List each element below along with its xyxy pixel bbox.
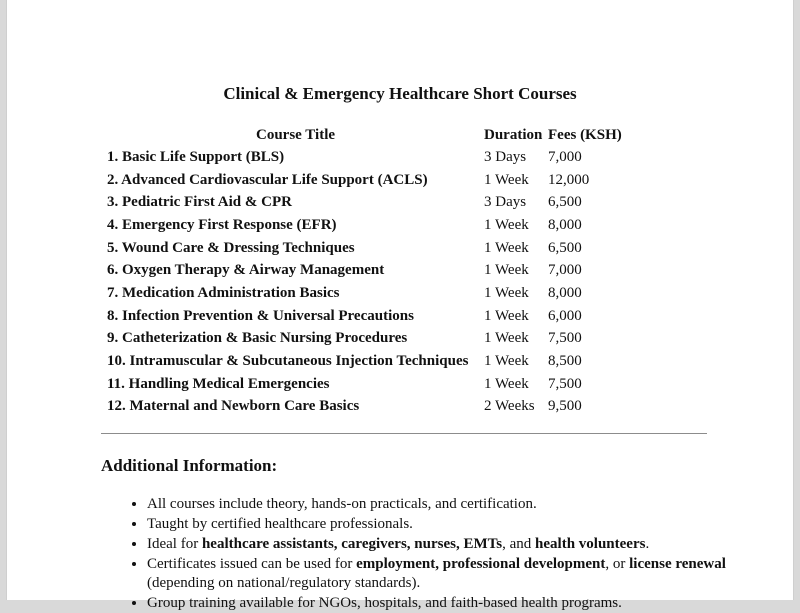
list-item — [147, 494, 757, 514]
document-page — [6, 0, 794, 611]
table-header-row — [107, 124, 622, 146]
additional-info-list — [101, 494, 757, 613]
course-title-cell: 2. Advanced Cardiovascular Life Support (ACLS) — [107, 171, 428, 188]
course-duration-cell: 3 Days — [484, 148, 527, 165]
additional-info-heading: Additional Information: — [101, 456, 278, 475]
list-item-text: Taught by certified healthcare professionals. — [147, 516, 413, 532]
course-fee-cell: 7,500 — [548, 330, 582, 347]
list-item-text: Ideal for — [147, 536, 202, 552]
list-item-text: Certificates issued can be used for — [147, 556, 357, 572]
list-item — [147, 554, 757, 593]
course-title-cell: 12. Maternal and Newborn Care Basics — [107, 398, 360, 415]
course-duration-cell: 1 Week — [484, 171, 529, 188]
course-title-cell: 7. Medication Administration Basics — [107, 284, 340, 301]
table-row — [107, 237, 622, 260]
table-row — [107, 191, 622, 214]
course-title-cell: 5. Wound Care & Dressing Techniques — [107, 239, 355, 256]
bold-text: license renewal — [629, 556, 726, 572]
course-duration-cell: 2 Weeks — [484, 398, 535, 415]
course-duration-cell: 1 Week — [484, 284, 529, 301]
bold-text: health volunteers — [535, 536, 646, 552]
list-item-text: , and — [502, 536, 536, 552]
course-fee-cell: 7,000 — [548, 262, 582, 279]
table-row — [107, 259, 622, 282]
list-item — [147, 514, 757, 534]
table-row — [107, 396, 622, 419]
document-title: Clinical & Emergency Healthcare Short Courses — [223, 84, 577, 103]
course-title-cell: 11. Handling Medical Emergencies — [107, 375, 330, 392]
course-fee-cell: 8,000 — [548, 216, 582, 233]
horizontal-rule — [101, 433, 707, 434]
course-fee-cell: 6,500 — [548, 239, 582, 256]
list-item — [147, 534, 757, 554]
courses-table — [107, 124, 622, 418]
course-fee-cell: 8,500 — [548, 353, 582, 370]
course-fee-cell: 7,500 — [548, 375, 582, 392]
table-row — [107, 328, 622, 351]
course-fee-cell: 12,000 — [548, 171, 590, 188]
table-row — [107, 169, 622, 192]
list-item-text: , or — [605, 556, 630, 572]
course-duration-cell: 1 Week — [484, 330, 529, 347]
course-duration-cell: 1 Week — [484, 307, 529, 324]
column-header-duration: Duration — [484, 126, 543, 143]
course-title-cell: 4. Emergency First Response (EFR) — [107, 216, 337, 233]
course-title-cell: 9. Catheterization & Basic Nursing Procedures — [107, 330, 408, 347]
course-duration-cell: 1 Week — [484, 262, 529, 279]
table-row — [107, 146, 622, 169]
bold-text: healthcare assistants, caregivers, nurses, EMTs — [201, 536, 503, 552]
table-row — [107, 282, 622, 305]
table-row — [107, 373, 622, 396]
course-title-cell: 6. Oxygen Therapy & Airway Management — [107, 262, 385, 279]
course-fee-cell: 6,500 — [548, 194, 582, 211]
course-fee-cell: 9,500 — [548, 398, 582, 415]
course-fee-cell: 6,000 — [548, 307, 582, 324]
course-duration-cell: 1 Week — [484, 216, 529, 233]
course-duration-cell: 1 Week — [484, 353, 529, 370]
table-row — [107, 350, 622, 373]
bold-text: employment, professional development — [356, 556, 606, 572]
list-item-text: Group training available for NGOs, hospitals, and faith-based health programs. — [147, 595, 622, 611]
list-item-text: (depending on national/regulatory standards). — [147, 575, 421, 591]
course-duration-cell: 3 Days — [484, 194, 527, 211]
column-header-fees: Fees (KSH) — [548, 126, 622, 143]
table-row — [107, 214, 622, 237]
course-title-cell: 3. Pediatric First Aid & CPR — [107, 194, 292, 211]
table-row — [107, 305, 622, 328]
list-item-text: All courses include theory, hands-on practicals, and certification. — [147, 496, 537, 512]
column-header-course-title: Course Title — [255, 126, 336, 143]
course-fee-cell: 8,000 — [548, 284, 582, 301]
list-item-text: . — [645, 536, 650, 552]
course-title-cell: 1. Basic Life Support (BLS) — [107, 148, 285, 165]
course-duration-cell: 1 Week — [484, 375, 529, 392]
list-item — [147, 593, 757, 613]
course-title-cell: 8. Infection Prevention & Universal Precautions — [107, 307, 414, 324]
course-title-cell: 10. Intramuscular & Subcutaneous Injection Techniques — [107, 353, 469, 370]
course-duration-cell: 1 Week — [484, 239, 529, 256]
course-fee-cell: 7,000 — [548, 148, 582, 165]
